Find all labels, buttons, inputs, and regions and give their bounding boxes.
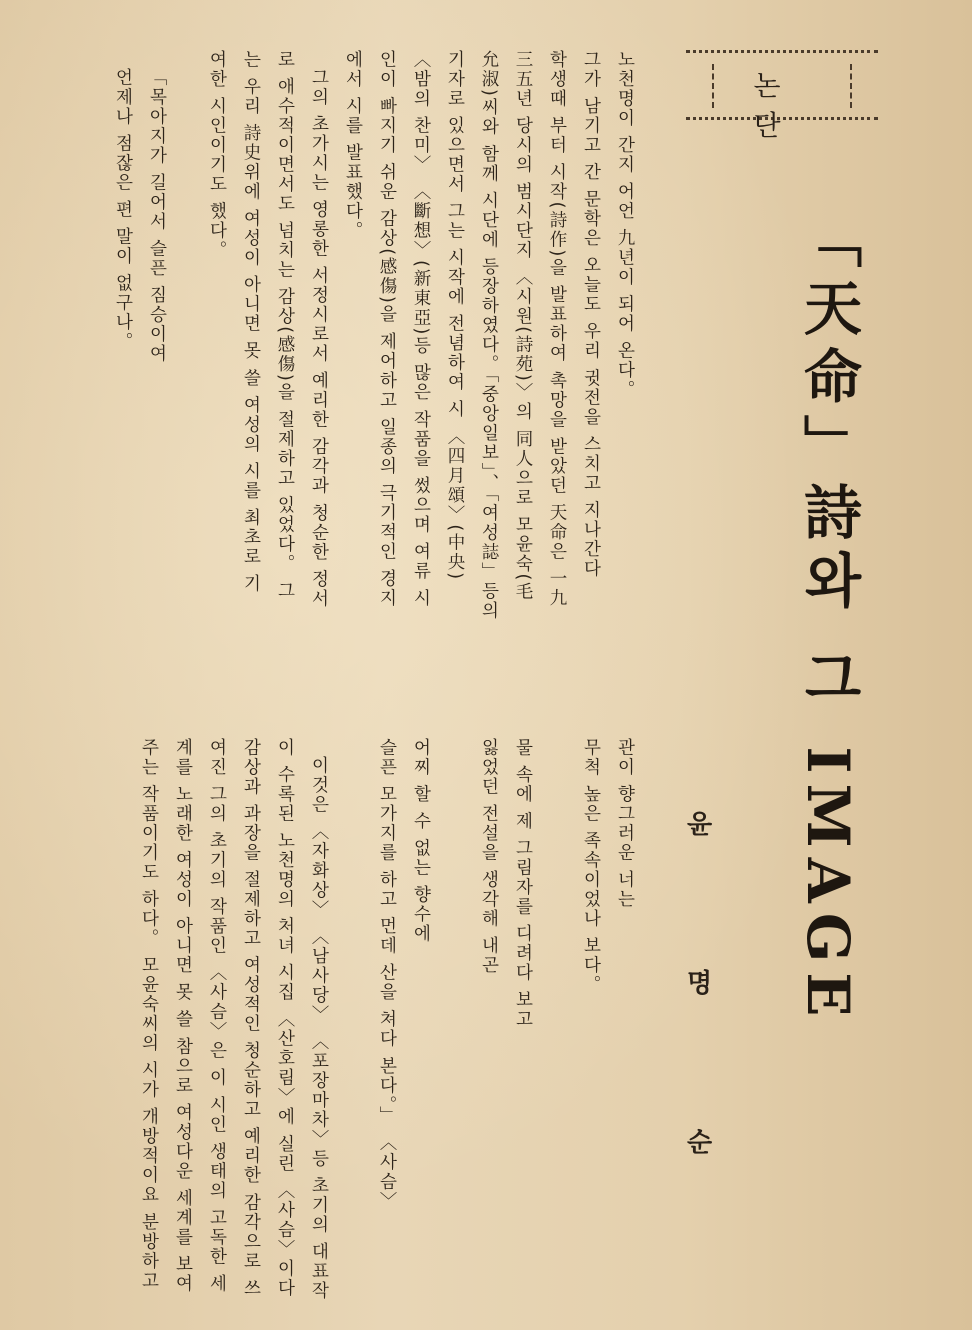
upper-column-8: 인이 빠지기 쉬운 감상(感傷)을 제어하고 일종의 극기적인 경지 [377,50,397,609]
upper-column-14: 「목아지가 길어서 슬픈 짐승이여 [147,68,167,364]
upper-column-13: 여한 시인이기도 했다。 [207,50,227,261]
upper-column-7: 〈밤의 찬미〉 〈斷想〉(新東亞)등 많은 작품을 썼으며 여류 시 [411,50,431,609]
upper-column-6: 기자로 있으면서 그는 시작에 전념하여 시 〈四月頌〉(中央) [445,50,465,582]
upper-column-12: 는 우리 詩史위에 여성이 아니면 못 쓸 여성의 시를 최초로 기 [241,50,261,594]
lower-column-14: 계를 노래한 여성이 아니면 못 쓸 참으로 여성다운 세계를 보여 [173,738,193,1294]
upper-column-5: 允淑)씨와 함께 시단에 등장하였다。「중앙일보」、「여성誌」등의 [479,50,499,621]
lower-column-7: 어찌 할 수 없는 향수에 [411,738,431,944]
lower-column-13: 여진 그의 초기의 작품인 〈사슴〉은 이 시인 생태의 고독한 세 [207,738,227,1294]
lower-column-15: 주는 작품이기도 하다。 모윤숙씨의 시가 개방적이요 분방하고 [139,738,159,1291]
article-author: 윤 명 순 [682,810,712,1217]
lower-column-1: 관이 향그러운 너는 [615,738,635,910]
upper-column-3: 학생때 부터 시작(詩作)을 발표하여 촉망을 받았던 天命은 一九 [547,50,567,609]
lower-column-2: 무척 높은 족속이었나 보다。 [581,738,601,995]
upper-column-10: 그의 초가시는 영롱한 서정시로서 예리한 감각과 청순한 정서 [309,68,329,609]
upper-column-15: 언제나 점잖은 편 말이 없구나。 [113,68,133,352]
lower-column-5: 잃었던 전설을 생각해 내곤 [479,738,499,976]
article-title: 「天命」詩와 그 IMAGE [794,210,862,1027]
section-label: 논단 [753,69,809,142]
upper-column-11: 로 애수적이면서도 넘치는 감상(感傷)을 절제하고 있었다。 그 [275,50,295,601]
lower-column-11: 이 수록된 노천명의 처녀 시집 〈산호림〉에 실린 〈사슴〉이다 [275,738,295,1298]
upper-column-2: 그가 남기고 간 문학은 오늘도 우리 귓전을 스치고 지나간다 [581,50,601,579]
lower-column-10: 이것은 〈자화상〉 〈남사당〉 〈포장마차〉등 초기의 대표작 [309,756,329,1301]
upper-column-4: 三五년 당시의 범시단지 〈시원(詩苑)〉의 同人으로 모윤숙(毛 [513,50,533,602]
lower-column-8: 슬픈 모가지를 하고 먼데 산을 쳐다 본다。」 〈사슴〉 [377,738,397,1212]
upper-column-1: 노천명이 간지 어언 九년이 되어 온다。 [615,50,635,400]
upper-column-9: 에서 시를 발표했다。 [343,50,363,241]
lower-column-4: 물 속에 제 그림자를 디려다 보고 [513,738,533,1030]
lower-column-12: 감상과 과장을 절제하고 여성적인 청순하고 예리한 감각으로 쓰 [241,738,261,1298]
